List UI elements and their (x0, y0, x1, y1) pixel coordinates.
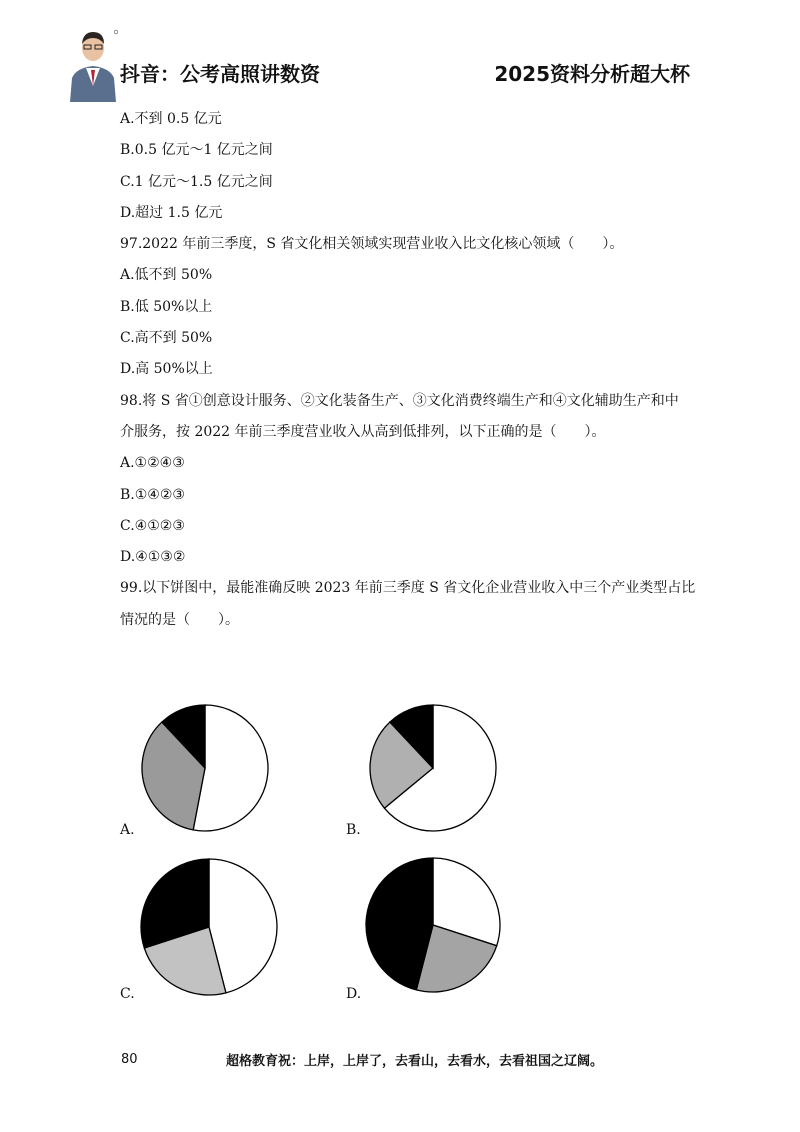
header-book-title: 2025资料分析超大杯 (494, 62, 690, 86)
pie-slice-a-3 (162, 705, 205, 768)
pie-slice-c-2 (144, 927, 226, 995)
q97-option-c: C.高不到 50% (120, 330, 213, 347)
pie-label-a: A. (120, 822, 135, 838)
q96-option-d: D.超过 1.5 亿元 (120, 204, 223, 221)
pie-slice-c-3 (141, 859, 209, 948)
pie-slice-c-1 (209, 859, 277, 993)
footer-slogan: 超格教育祝：上岸，上岸了，去看山，去看水，去看祖国之辽阔。 (226, 1054, 604, 1069)
pie-label-c: C. (120, 986, 135, 1002)
pie-slice-d-3 (366, 858, 433, 990)
q99-stem-line2: 情况的是（ ）。 (120, 611, 239, 628)
pie-slice-d-2 (416, 925, 496, 992)
pie-slice-b-1 (384, 705, 496, 831)
pie-label-d: D. (346, 986, 362, 1002)
pie-label-b: B. (346, 822, 361, 838)
q98-option-d: D.④①③② (120, 549, 186, 566)
question-content (120, 104, 696, 636)
q97-option-d: D.高 50%以上 (120, 361, 213, 378)
q98-stem-line2: 介服务，按 2022 年前三季度营业收入从高到低排列，以下正确的是（ ）。 (120, 423, 606, 440)
q98-option-a: A.①②④③ (120, 455, 185, 472)
q98-stem-line1: 98.将 S 省①创意设计服务、②文化装备生产、③文化消费终端生产和④文化辅助生产和中 (120, 392, 679, 409)
q98-option-c: C.④①②③ (120, 517, 185, 534)
q97-option-a: A.低不到 50% (120, 267, 213, 284)
header-channel-title: 抖音：公考高照讲数资 (120, 62, 320, 86)
q96-option-b: B.0.5 亿元～1 亿元之间 (120, 142, 273, 159)
author-avatar (66, 26, 120, 102)
q97-stem: 97.2022 年前三季度，S 省文化相关领域实现营业收入比文化核心领域（ ）。 (120, 236, 624, 253)
pie-slice-b-3 (390, 705, 433, 768)
q98-option-b: B.①④②③ (120, 486, 185, 503)
pie-slice-a-2 (142, 722, 205, 830)
q96-option-c: C.1 亿元～1.5 亿元之间 (120, 173, 273, 190)
q99-stem-line1: 99.以下饼图中，最能准确反映 2023 年前三季度 S 省文化企业营业收入中三个产业类型占比 (120, 580, 696, 597)
pie-slice-d-1 (433, 858, 500, 946)
page-number: 80 (121, 1052, 138, 1067)
q97-option-b: B.低 50%以上 (120, 298, 213, 315)
pie-slice-b-2 (370, 722, 433, 808)
pie-slice-a-1 (193, 705, 268, 831)
q96-option-a: A.不到 0.5 亿元 (120, 111, 222, 127)
